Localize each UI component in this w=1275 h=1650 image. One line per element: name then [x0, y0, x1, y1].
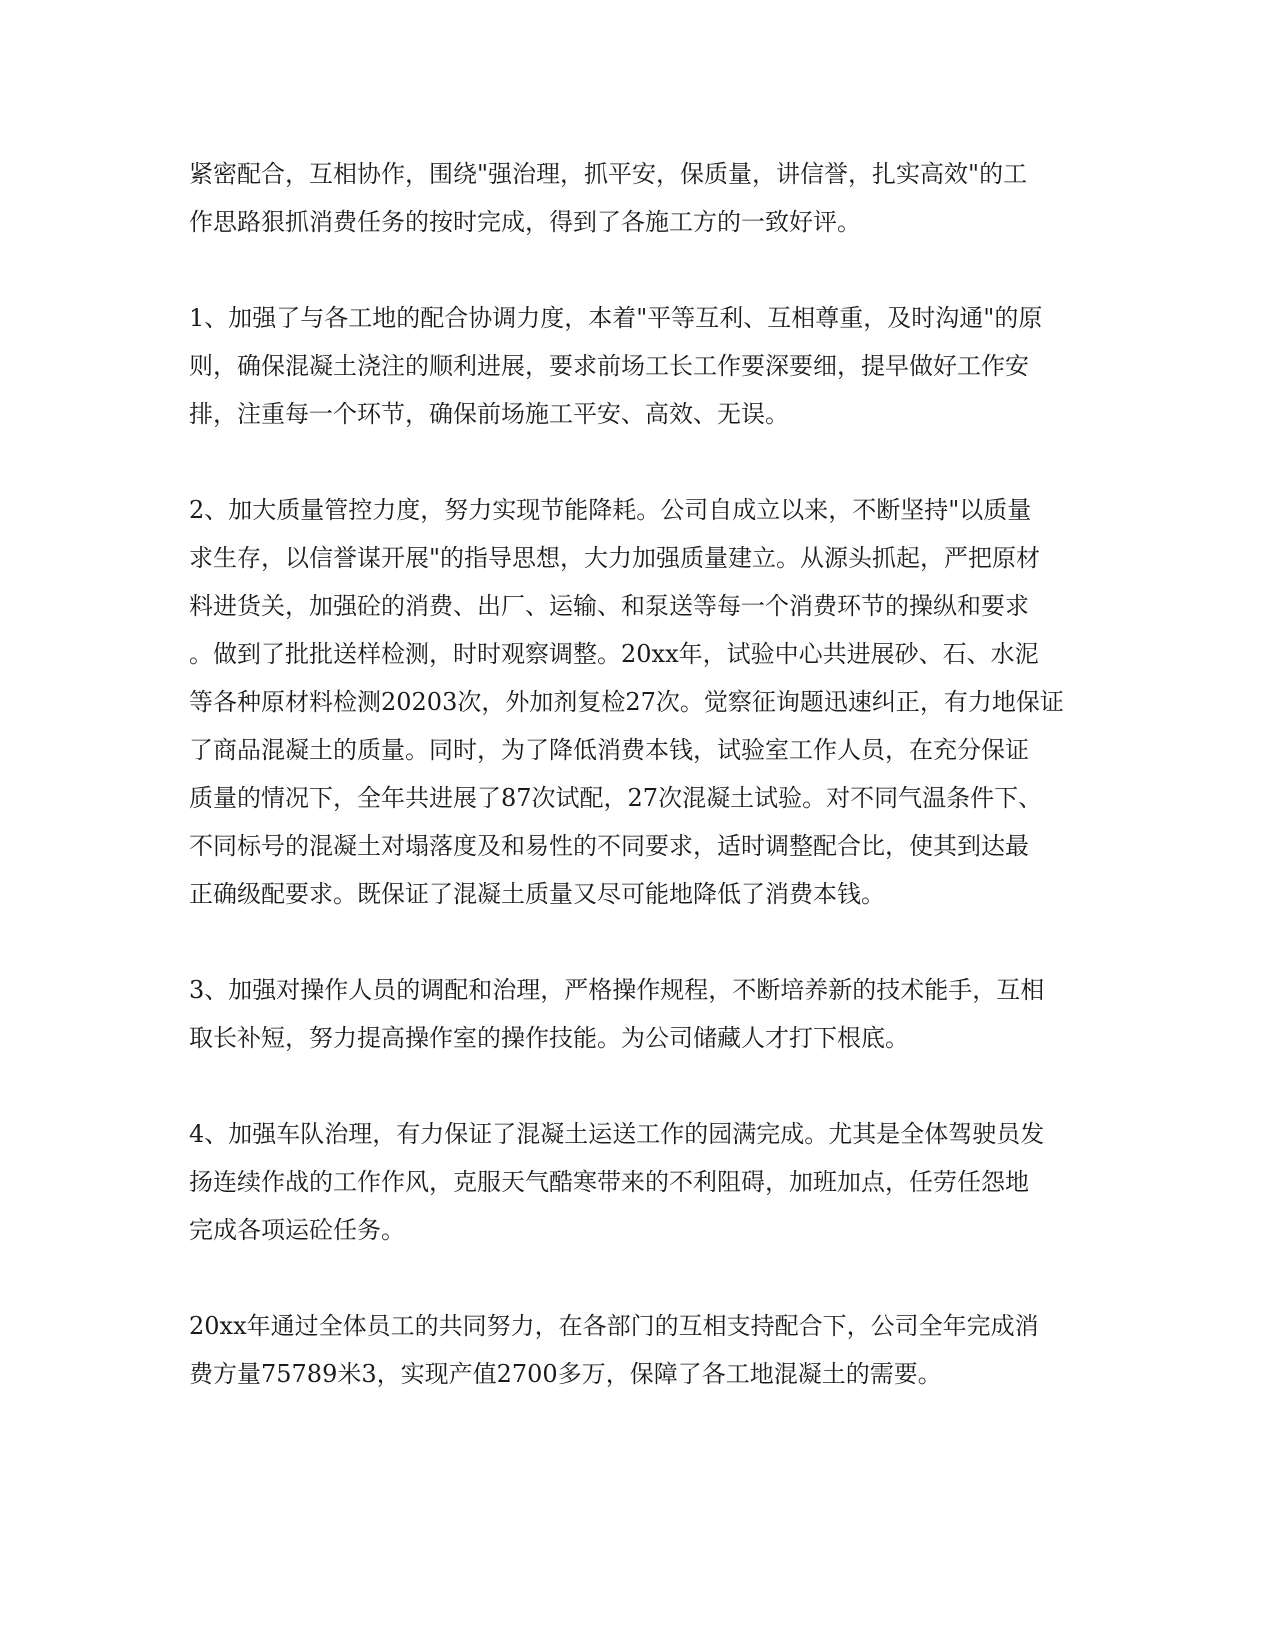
paragraph-gap — [189, 1062, 1089, 1110]
text-line: 作思路狠抓消费任务的按时完成，得到了各施工方的一致好评。 — [189, 208, 861, 236]
text-line: 4、加强车队治理，有力保证了混凝土运送工作的园满完成。尤其是全体驾驶员发 — [189, 1120, 1045, 1148]
text-line: 费方量75789米3，实现产值2700多万，保障了各工地混凝土的需要。 — [189, 1360, 942, 1388]
text-line: 完成各项运砼任务。 — [189, 1216, 405, 1244]
document-body — [189, 150, 1089, 1398]
paragraph-gap — [189, 438, 1089, 486]
paragraph-gap — [189, 918, 1089, 966]
text-line: 紧密配合，互相协作，围绕"强治理，抓平安，保质量，讲信誉，扎实高效"的工 — [189, 160, 1028, 188]
paragraph-summary — [189, 1302, 1089, 1398]
text-line: 排，注重每一个环节，确保前场施工平安、高效、无误。 — [189, 400, 789, 428]
text-line: 1、加强了与各工地的配合协调力度，本着"平等互利、互相尊重，及时沟通"的原 — [189, 304, 1043, 332]
paragraph-gap — [189, 1254, 1089, 1302]
text-line: 20xx年通过全体员工的共同努力，在各部门的互相支持配合下，公司全年完成消 — [189, 1312, 1039, 1340]
paragraph-item-1 — [189, 294, 1089, 438]
text-line: 。做到了批批送样检测，时时观察调整。20xx年，试验中心共进展砂、石、水泥 — [189, 640, 1039, 668]
text-line: 料进货关，加强砼的消费、出厂、运输、和泵送等每一个消费环节的操纵和要求 — [189, 592, 1029, 620]
paragraph-item-2 — [189, 486, 1089, 918]
paragraph-intro — [189, 150, 1089, 246]
paragraph-item-4 — [189, 1110, 1089, 1254]
text-line: 不同标号的混凝土对塌落度及和易性的不同要求，适时调整配合比，使其到达最 — [189, 832, 1029, 860]
text-line: 扬连续作战的工作作风，克服天气酷寒带来的不利阻碍，加班加点，任劳任怨地 — [189, 1168, 1029, 1196]
paragraph-item-3 — [189, 966, 1089, 1062]
text-line: 了商品混凝土的质量。同时，为了降低消费本钱，试验室工作人员，在充分保证 — [189, 736, 1029, 764]
text-line: 质量的情况下，全年共进展了87次试配，27次混凝土试验。对不同气温条件下、 — [189, 784, 1043, 812]
text-line: 等各种原材料检测20203次，外加剂复检27次。觉察征询题迅速纠正，有力地保证 — [189, 688, 1064, 716]
text-line: 则，确保混凝土浇注的顺利进展，要求前场工长工作要深要细，提早做好工作安 — [189, 352, 1029, 380]
text-line: 2、加大质量管控力度，努力实现节能降耗。公司自成立以来，不断坚持"以质量 — [189, 496, 1032, 524]
text-line: 取长补短，努力提高操作室的操作技能。为公司储藏人才打下根底。 — [189, 1024, 909, 1052]
text-line: 正确级配要求。既保证了混凝土质量又尽可能地降低了消费本钱。 — [189, 880, 885, 908]
text-line: 求生存，以信誉谋开展"的指导思想，大力加强质量建立。从源头抓起，严把原材 — [189, 544, 1041, 572]
text-line: 3、加强对操作人员的调配和治理，严格操作规程，不断培养新的技术能手，互相 — [189, 976, 1045, 1004]
paragraph-gap — [189, 246, 1089, 294]
